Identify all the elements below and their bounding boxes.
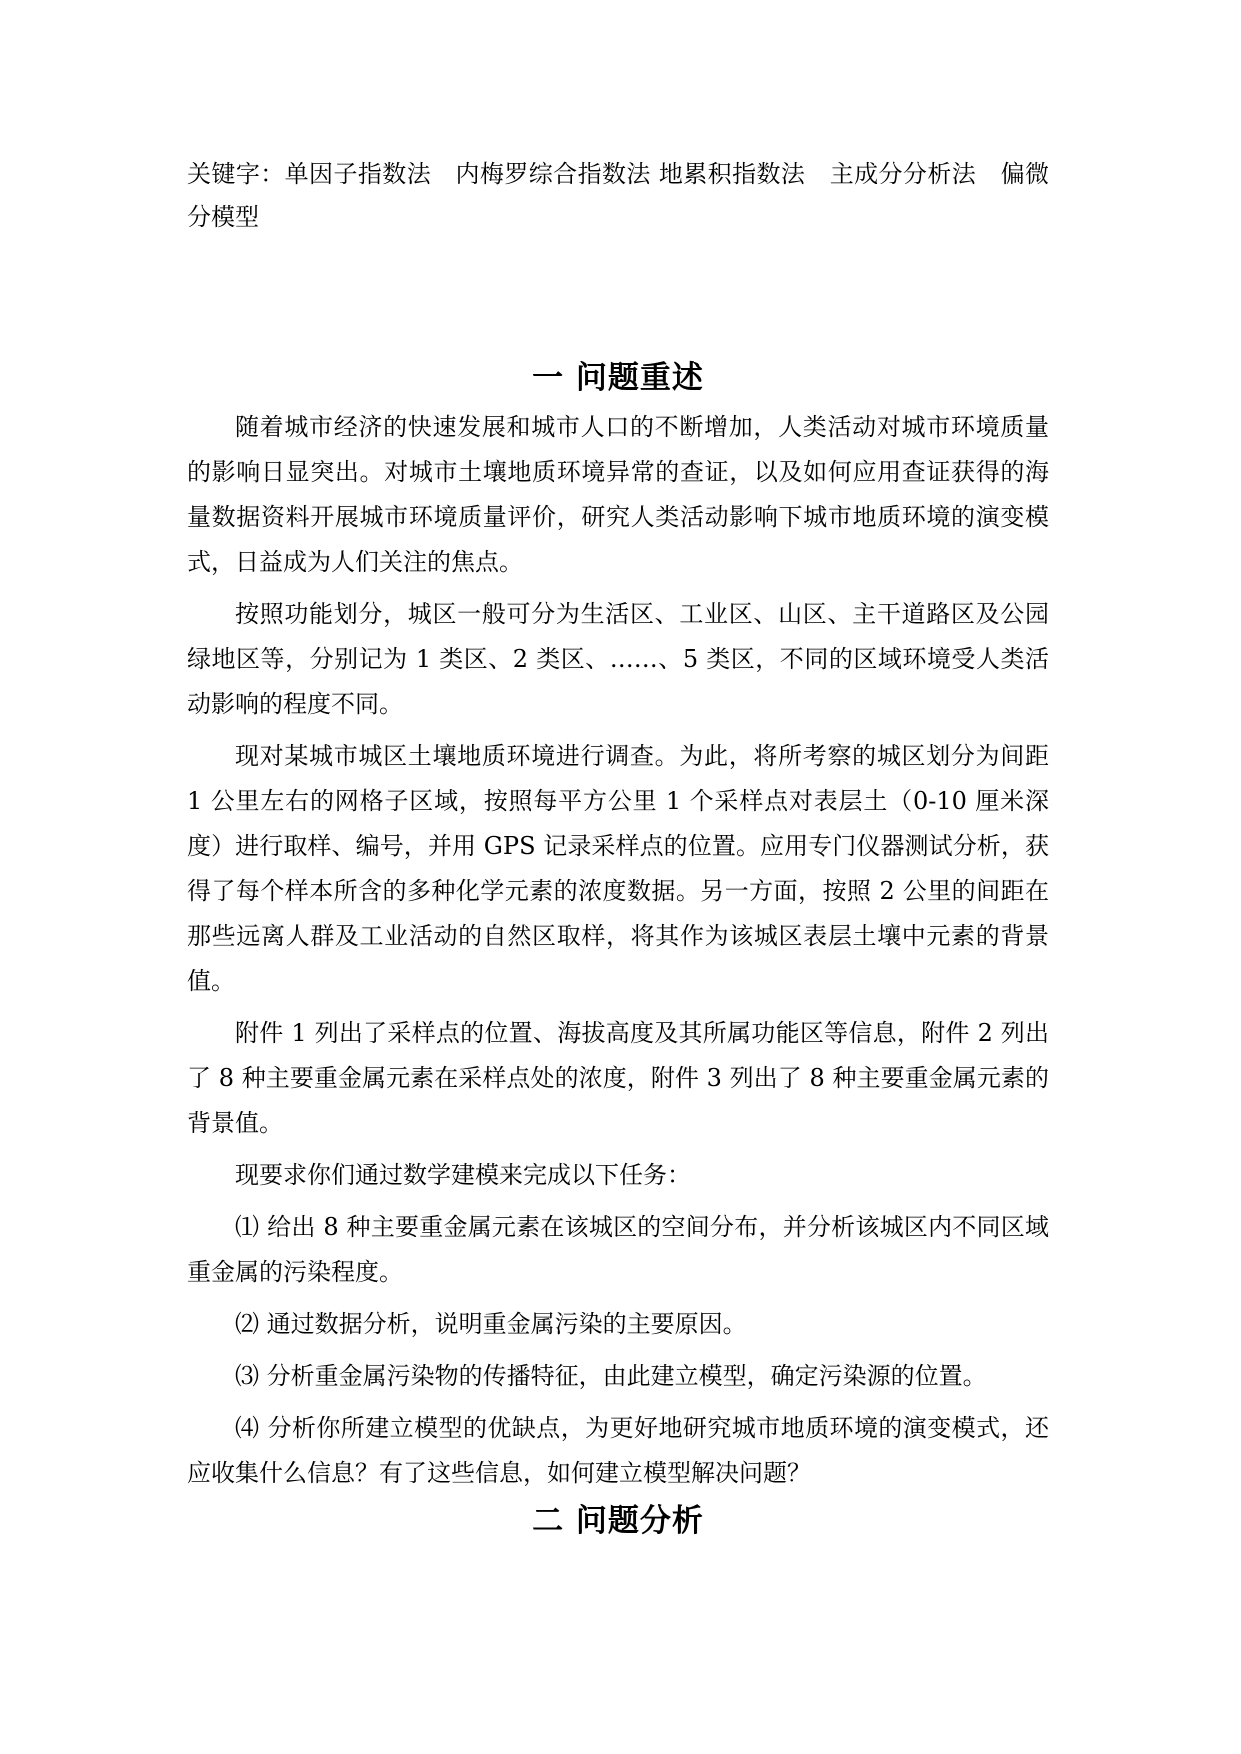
keywords-line: 关键字：单因子指数法 内梅罗综合指数法 地累积指数法 主成分分析法 偏微分模型 <box>187 160 1049 231</box>
task-item-3: ⑶ 分析重金属污染物的传播特征，由此建立模型，确定污染源的位置。 <box>235 1362 987 1390</box>
section-title-problem-analysis: 二 问题分析 <box>532 1503 704 1539</box>
paragraph: 现对某城市城区土壤地质环境进行调查。为此，将所考察的城区划分为间距 1 公里左右的网格子区域，按照每平方公里 1 个采样点对表层土（0-10 厘米深度）进行取样、编号，并用 GPS 记录采样点的位置。应用专门仪器测试分析，获得了每个样本所含的多种化学元素的浓度数据。另一方面，按照 2 公里的间距在那些远离人群及工业活动的自然区取样，将其作为该城区表层土壤中元素的背景值。 <box>187 742 1049 995</box>
paragraph: 现要求你们通过数学建模来完成以下任务： <box>235 1161 691 1189</box>
section-title-problem-restatement: 一 问题重述 <box>532 360 704 396</box>
section-body-problem-restatement <box>187 405 1049 1503</box>
task-item-1: ⑴ 给出 8 种主要重金属元素在该城区的空间分布，并分析该城区内不同区域重金属的污染程度。 <box>187 1213 1049 1286</box>
task-item-2: ⑵ 通过数据分析，说明重金属污染的主要原因。 <box>235 1310 747 1338</box>
paragraph: 按照功能划分，城区一般可分为生活区、工业区、山区、主干道路区及公园绿地区等，分别记为 1 类区、2 类区、……、5 类区，不同的区域环境受人类活动影响的程度不同。 <box>187 600 1049 718</box>
paragraph: 附件 1 列出了采样点的位置、海拔高度及其所属功能区等信息，附件 2 列出了 8 种主要重金属元素在采样点处的浓度，附件 3 列出了 8 种主要重金属元素的背景值。 <box>187 1019 1049 1137</box>
paragraph: 随着城市经济的快速发展和城市人口的不断增加，人类活动对城市环境质量的影响日显突出。对城市土壤地质环境异常的查证，以及如何应用查证获得的海量数据资料开展城市环境质量评价，研究人类活动影响下城市地质环境的演变模式，日益成为人们关注的焦点。 <box>187 413 1049 576</box>
task-item-4: ⑷ 分析你所建立模型的优缺点，为更好地研究城市地质环境的演变模式，还应收集什么信息？有了这些信息，如何建立模型解决问题？ <box>187 1414 1049 1487</box>
